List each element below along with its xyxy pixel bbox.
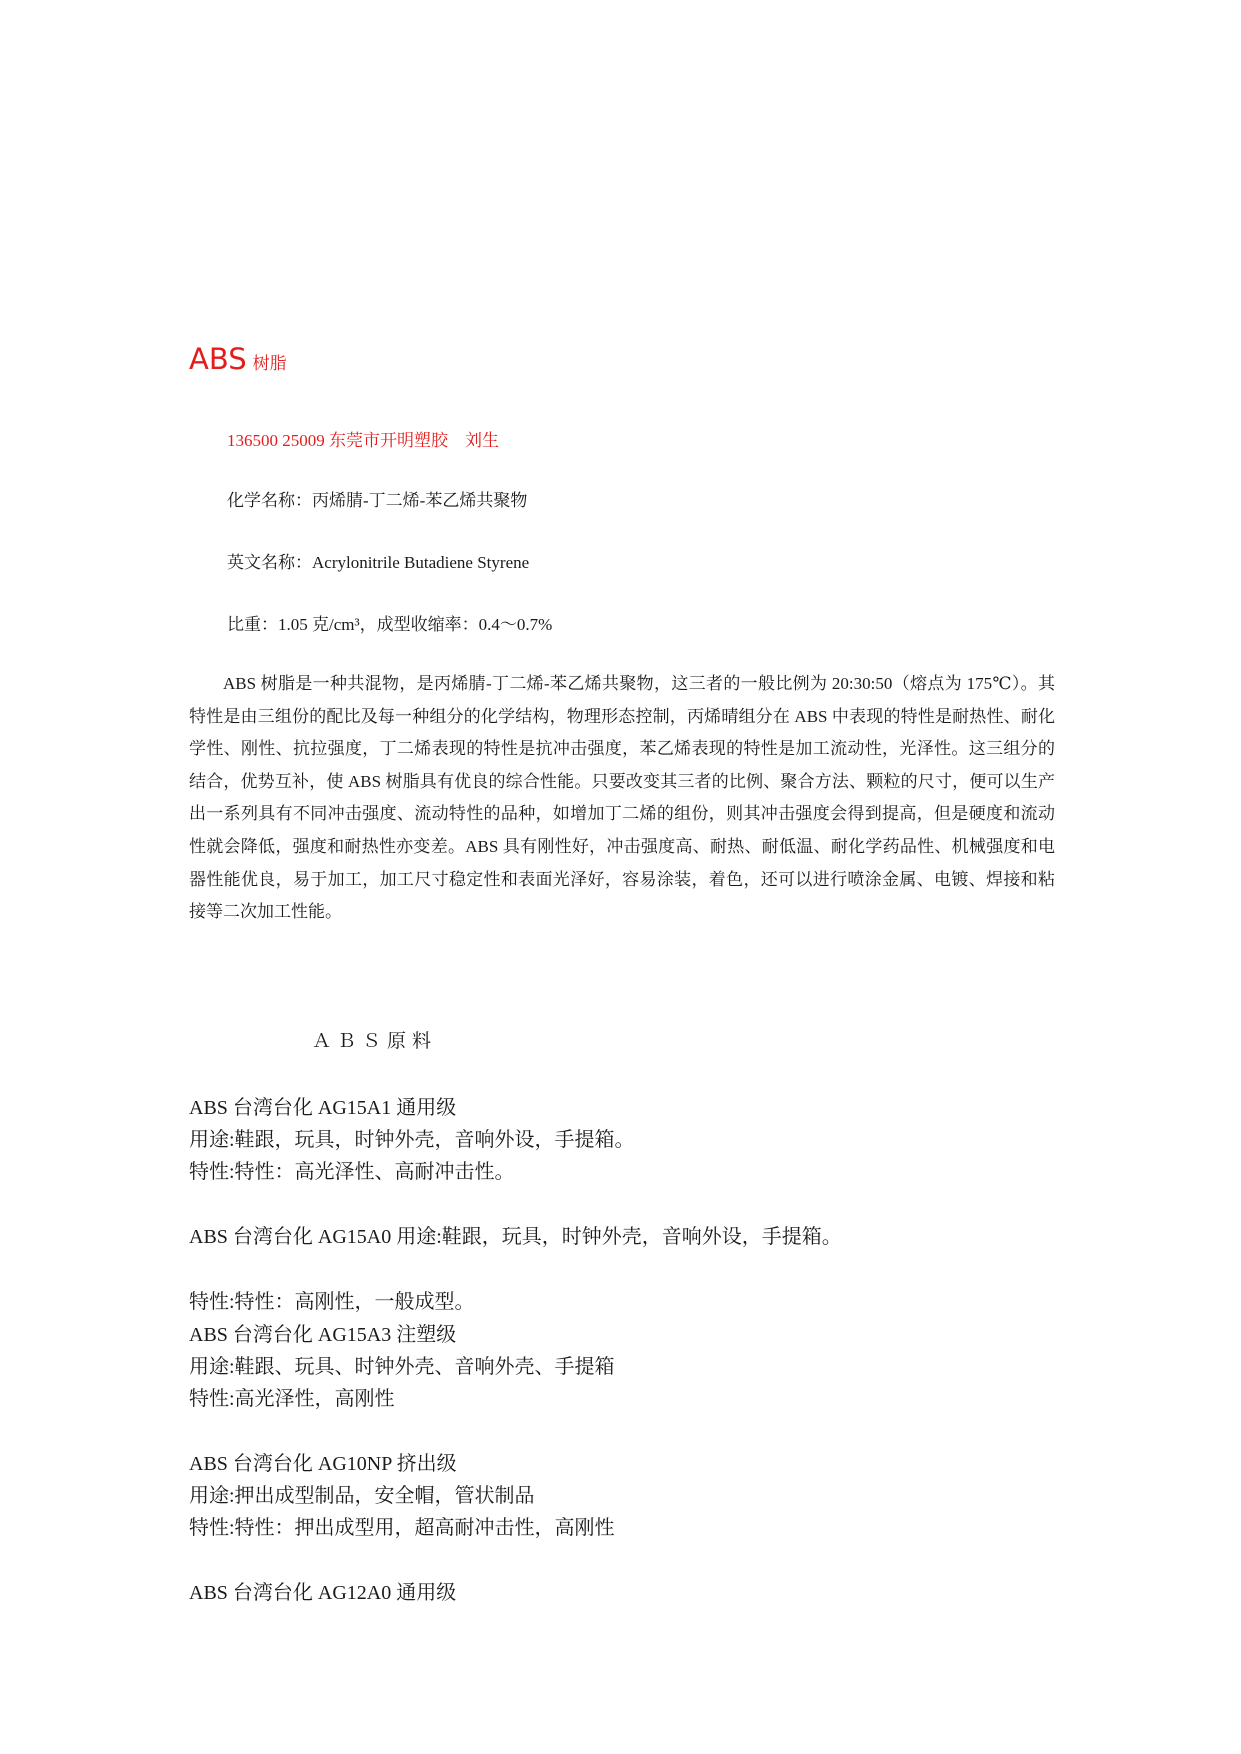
product-line: 用途:鞋跟、玩具、时钟外壳、音响外壳、手提箱 [189, 1356, 615, 1378]
title-sub: 树脂 [252, 354, 287, 374]
product-line: ABS 台湾台化 AG15A1 通用级 [189, 1097, 457, 1119]
product-line: ABS 台湾台化 AG15A0 用途:鞋跟，玩具，时钟外壳，音响外设，手提箱。 [189, 1226, 842, 1248]
document-title [189, 342, 287, 376]
materials-heading: ＡＢＳ原料 [312, 1031, 438, 1052]
english-name: 英文名称：Acrylonitrile Butadiene Styrene [227, 553, 530, 572]
contact-line: 136500 25009 东莞市开明塑胶 刘生 [227, 431, 499, 450]
product-line: 用途:押出成型制品，安全帽，管状制品 [189, 1485, 535, 1507]
title-main: ABS [189, 342, 247, 376]
product-line: ABS 台湾台化 AG12A0 通用级 [189, 1582, 457, 1604]
product-line: 用途:鞋跟，玩具，时钟外壳，音响外设，手提箱。 [189, 1129, 635, 1151]
product-line: 特性:特性：高光泽性、高耐冲击性。 [189, 1161, 515, 1183]
product-line: ABS 台湾台化 AG10NP 挤出级 [189, 1453, 457, 1475]
product-line: 特性:特性：高刚性，一般成型。 [189, 1291, 475, 1313]
product-line: ABS 台湾台化 AG15A3 注塑级 [189, 1324, 457, 1346]
density-line: 比重：1.05 克/cm³，成型收缩率：0.4～0.7% [227, 615, 553, 634]
chemical-name: 化学名称：丙烯腈-丁二烯-苯乙烯共聚物 [227, 491, 528, 510]
description-paragraph: ABS 树脂是一种共混物，是丙烯腈-丁二烯-苯乙烯共聚物，这三者的一般比例为 20:30:50（熔点为 175℃）。其特性是由三组份的配比及每一种组分的化学结构，物理形态控制，丙烯晴组分在 ABS 中表现的特性是耐热性、耐化学性、刚性、抗拉强度，丁二烯表现的特性是抗冲击强度，苯乙烯表现的特性是加工流动性，光泽性。这三组分的结合，优势互补，使 ABS 树脂具有优良的综合性能。只要改变其三者的比例、聚合方法、颗粒的尺寸，便可以生产出一系列具有不同冲击强度、流动特性的品种，如增加丁二烯的组份，则其冲击强度会得到提高，但是硬度和流动性就会降低，强度和耐热性亦变差。ABS 具有刚性好，冲击强度高、耐热、耐低温、耐化学药品性、机械强度和电器性能优良，易于加工，加工尺寸稳定性和表面光泽好，容易涂装，着色，还可以进行喷涂金属、电镀、焊接和粘接等二次加工性能。 [189, 674, 1055, 922]
product-line: 特性:特性：押出成型用，超高耐冲击性，高刚性 [189, 1517, 615, 1539]
product-line: 特性:高光泽性，高刚性 [189, 1388, 395, 1410]
